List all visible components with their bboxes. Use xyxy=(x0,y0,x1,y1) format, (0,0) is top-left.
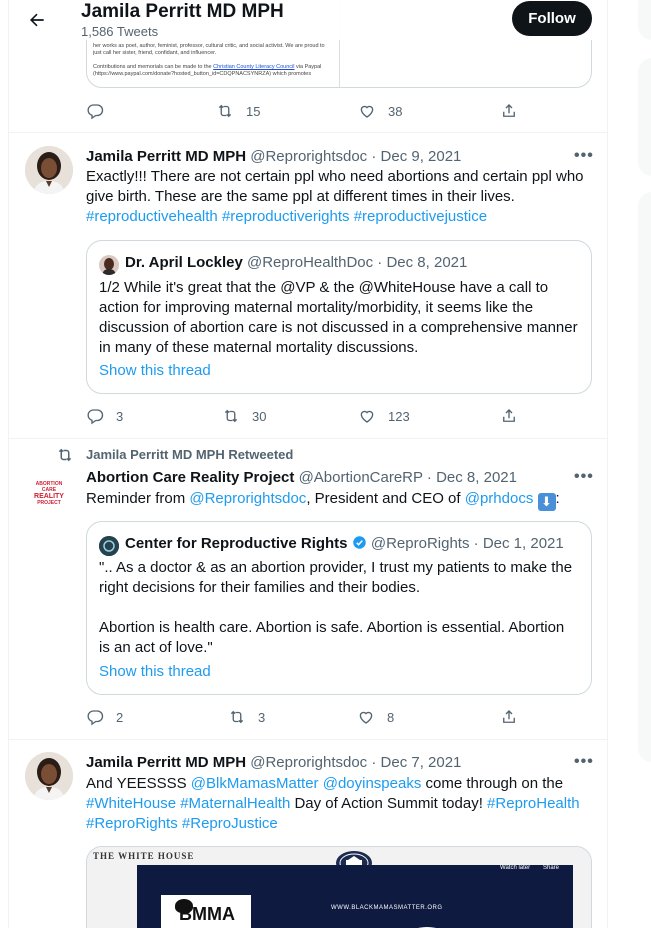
mention-link[interactable]: @BlkMamasMatter xyxy=(190,775,319,792)
video-share-button[interactable]: Share xyxy=(543,865,560,871)
share-button[interactable] xyxy=(500,101,518,121)
mention-link[interactable]: @prhdocs xyxy=(464,490,534,507)
retweet-button[interactable] xyxy=(216,101,260,121)
quoted-author-handle: @ReproHealthDoc xyxy=(247,254,374,271)
tweet-date[interactable]: Dec 7, 2021 xyxy=(380,754,462,771)
sidebar-panel xyxy=(638,192,651,762)
logo-line: ABORTION CARE xyxy=(35,481,63,493)
separator-dot: · xyxy=(473,535,479,552)
avatar[interactable] xyxy=(25,146,73,194)
tweet-divider xyxy=(9,739,607,740)
spacer xyxy=(99,598,583,618)
tweet-author-line xyxy=(86,754,461,771)
reply-count: 2 xyxy=(116,709,124,725)
tweet-text xyxy=(86,774,596,834)
hashtag-link[interactable]: #reproductivejustice xyxy=(353,208,488,225)
mention: @VP xyxy=(280,279,316,296)
author-handle[interactable]: @Reprorightsdoc xyxy=(250,148,368,165)
avatar[interactable] xyxy=(25,752,73,800)
retweet-count: 30 xyxy=(252,408,267,424)
quoted-tweet-date: Dec 8, 2021 xyxy=(386,254,468,271)
avatar xyxy=(99,255,119,275)
separator-dot: · xyxy=(371,148,377,165)
verified-badge-icon xyxy=(352,535,367,550)
reply-icon xyxy=(86,407,104,425)
share-icon xyxy=(500,708,518,726)
tweet-author-line xyxy=(86,148,461,165)
logo-line: REALITY xyxy=(34,493,64,500)
hashtag-link[interactable]: #reproductiverights xyxy=(221,208,350,225)
quoted-text-line: discussion of abortion care is not discussed in a comprehensive manner xyxy=(99,319,578,336)
retweet-count: 3 xyxy=(258,709,266,725)
text-segment: have a call to xyxy=(455,279,549,296)
hashtag-link[interactable]: #reproductivehealth xyxy=(86,208,218,225)
tweet-text-line xyxy=(86,794,596,814)
doc-text: via Paypal xyxy=(294,64,322,70)
text-segment: Day of Action Summit today! xyxy=(290,795,488,812)
like-count: 8 xyxy=(387,709,395,725)
hashtag-link[interactable]: #WhiteHouse xyxy=(86,795,177,812)
retweet-button[interactable] xyxy=(228,707,265,727)
doc-text: Contributions and memorials can be made to the xyxy=(93,64,214,70)
tweet-actions xyxy=(86,707,516,727)
sidebar-panel xyxy=(638,58,651,176)
video-url-text: WWW.BLACKMAMASMATTER.ORG xyxy=(331,905,443,911)
text-segment: & the xyxy=(315,279,359,296)
more-options-icon[interactable]: ••• xyxy=(574,753,594,770)
tweet-text-line: give birth. These are the same ppl at different times in their lives. xyxy=(86,188,515,205)
quoted-text-line: is an act of love." xyxy=(99,639,213,656)
reply-icon xyxy=(86,102,104,120)
quoted-tweet-text xyxy=(99,278,583,358)
like-button[interactable] xyxy=(358,101,402,121)
white-house-label: THE WHITE HOUSE xyxy=(93,851,195,861)
tweet-date[interactable]: Dec 9, 2021 xyxy=(380,148,462,165)
doc-link: Christian County Literacy Council xyxy=(213,64,295,70)
quoted-author-name: Dr. April Lockley xyxy=(125,254,243,271)
reply-icon xyxy=(86,708,104,726)
tweet-actions xyxy=(86,101,516,121)
doc-line: (https://www.paypal.com/donate?hosted_button_id=CDQPNACSYNRZA) which promotes xyxy=(93,71,312,77)
separator-dot: · xyxy=(426,469,432,486)
sidebar-panel xyxy=(638,0,651,40)
like-count: 123 xyxy=(388,408,410,424)
share-button[interactable] xyxy=(500,406,518,426)
like-button[interactable] xyxy=(357,707,394,727)
tweet-author-line xyxy=(86,469,517,486)
retweet-count: 15 xyxy=(246,103,261,119)
share-icon xyxy=(500,407,518,425)
tweet-actions xyxy=(86,406,516,426)
tweet-text xyxy=(86,167,596,227)
more-options-icon[interactable]: ••• xyxy=(574,468,594,485)
share-button[interactable] xyxy=(500,707,518,727)
tweet-date[interactable]: Dec 8, 2021 xyxy=(436,469,517,486)
quoted-text-line: right decisions for their families and their bodies. xyxy=(99,579,420,596)
quoted-tweet[interactable] xyxy=(86,240,592,394)
share-icon xyxy=(500,102,518,120)
hashtag-link[interactable]: #ReproHealth xyxy=(487,795,580,812)
reply-count: 3 xyxy=(116,408,124,424)
like-count: 38 xyxy=(388,103,403,119)
heart-icon xyxy=(358,102,376,120)
quoted-author-line xyxy=(125,254,467,271)
profile-header xyxy=(9,0,607,40)
show-thread-link[interactable]: Show this thread xyxy=(99,663,211,680)
show-thread-link[interactable]: Show this thread xyxy=(99,362,211,379)
text-segment: And YEESSSS xyxy=(86,775,191,792)
text-segment: : xyxy=(555,490,560,507)
hashtag-link[interactable]: #ReproRights xyxy=(86,815,178,832)
quoted-tweet[interactable] xyxy=(86,521,592,695)
tweet-text xyxy=(86,489,596,511)
tweet-divider xyxy=(9,438,607,439)
more-options-icon[interactable]: ••• xyxy=(574,147,594,164)
reply-button[interactable] xyxy=(86,707,123,727)
text-segment: 1/2 While it's great that the xyxy=(99,279,281,296)
tweet-video-media[interactable] xyxy=(86,846,592,928)
quoted-author-handle: @ReproRights xyxy=(370,535,470,552)
tweet-divider xyxy=(9,132,607,133)
text-segment: Reminder from xyxy=(86,490,190,507)
back-arrow-icon[interactable] xyxy=(25,8,49,32)
quoted-author-line xyxy=(125,535,564,552)
doc-line: just call her sister, friend, confidant, and influencer. xyxy=(93,50,217,56)
author-handle[interactable]: @AbortionCareRP xyxy=(298,469,423,486)
profile-name: Jamila Perritt MD MPH xyxy=(81,1,284,22)
avatar[interactable] xyxy=(29,466,69,506)
author-name[interactable]: Jamila Perritt MD MPH xyxy=(86,754,247,771)
retweet-icon xyxy=(216,102,234,120)
avatar-logo-text xyxy=(29,481,69,506)
retweet-icon xyxy=(222,407,240,425)
quoted-text-line xyxy=(99,278,583,298)
tweet-count: 1,586 Tweets xyxy=(81,24,159,39)
mention-link[interactable]: @doyinspeaks xyxy=(322,775,422,792)
retweet-button[interactable] xyxy=(222,406,266,426)
retweet-icon xyxy=(228,708,246,726)
follow-button[interactable]: Follow xyxy=(512,1,592,36)
timeline-column xyxy=(8,0,608,928)
tweet-hashtags xyxy=(86,207,596,227)
watch-later-button[interactable]: Watch later xyxy=(500,865,531,871)
hashtag-link[interactable]: #ReproJustice xyxy=(181,815,278,832)
author-handle[interactable]: @Reprorightsdoc xyxy=(250,754,368,771)
quoted-text-line: ".. As a doctor & as an abortion provider, I trust my patients to make the xyxy=(99,559,573,576)
doc-line xyxy=(93,64,339,71)
separator-dot: · xyxy=(371,754,377,771)
retweeted-by-label[interactable]: Jamila Perritt MD MPH Retweeted xyxy=(86,447,294,462)
author-name[interactable]: Jamila Perritt MD MPH xyxy=(86,148,247,165)
like-button[interactable] xyxy=(358,406,410,426)
author-name[interactable]: Abortion Care Reality Project xyxy=(86,469,295,486)
separator-dot: · xyxy=(377,254,383,271)
reply-button[interactable] xyxy=(86,406,123,426)
logo-line: PROJECT xyxy=(37,500,61,506)
bmma-logo-card xyxy=(161,895,251,928)
text-segment: , President and CEO of xyxy=(306,490,465,507)
bmma-logo-text: BMMA xyxy=(179,904,235,924)
quoted-tweet-date: Dec 1, 2021 xyxy=(482,535,564,552)
quoted-text-line: in many of these maternal mortality discussions. xyxy=(99,339,419,356)
mention-link[interactable]: @Reprorightsdoc xyxy=(189,490,307,507)
down-arrow-emoji-icon: ⬇ xyxy=(538,493,556,511)
quoted-tweet-text xyxy=(99,558,583,658)
text-segment: come through on the xyxy=(421,775,564,792)
retweet-icon xyxy=(56,446,74,464)
heart-icon xyxy=(358,407,376,425)
hashtag-link[interactable]: #MaternalHealth xyxy=(180,795,291,812)
mention: @WhiteHouse xyxy=(358,279,456,296)
tweet-text-line xyxy=(86,814,596,834)
quoted-text-line: Abortion is health care. Abortion is safe. Abortion is essential. Abortion xyxy=(99,619,565,636)
quoted-author-name: Center for Reproductive Rights xyxy=(125,535,348,552)
tweet-text-line xyxy=(86,774,596,794)
tweet-text-line: Exactly!!! There are not certain ppl who need abortions and certain ppl who xyxy=(86,168,584,185)
heart-icon xyxy=(357,708,375,726)
doc-line: her works as poet, author, feminist, professor, cultural critic, and social activist. We are proud to xyxy=(93,43,325,49)
reply-button[interactable] xyxy=(86,101,116,121)
avatar xyxy=(99,536,119,556)
quoted-text-line: action for improving maternal mortality/morbidity, it seems like the xyxy=(99,299,534,316)
